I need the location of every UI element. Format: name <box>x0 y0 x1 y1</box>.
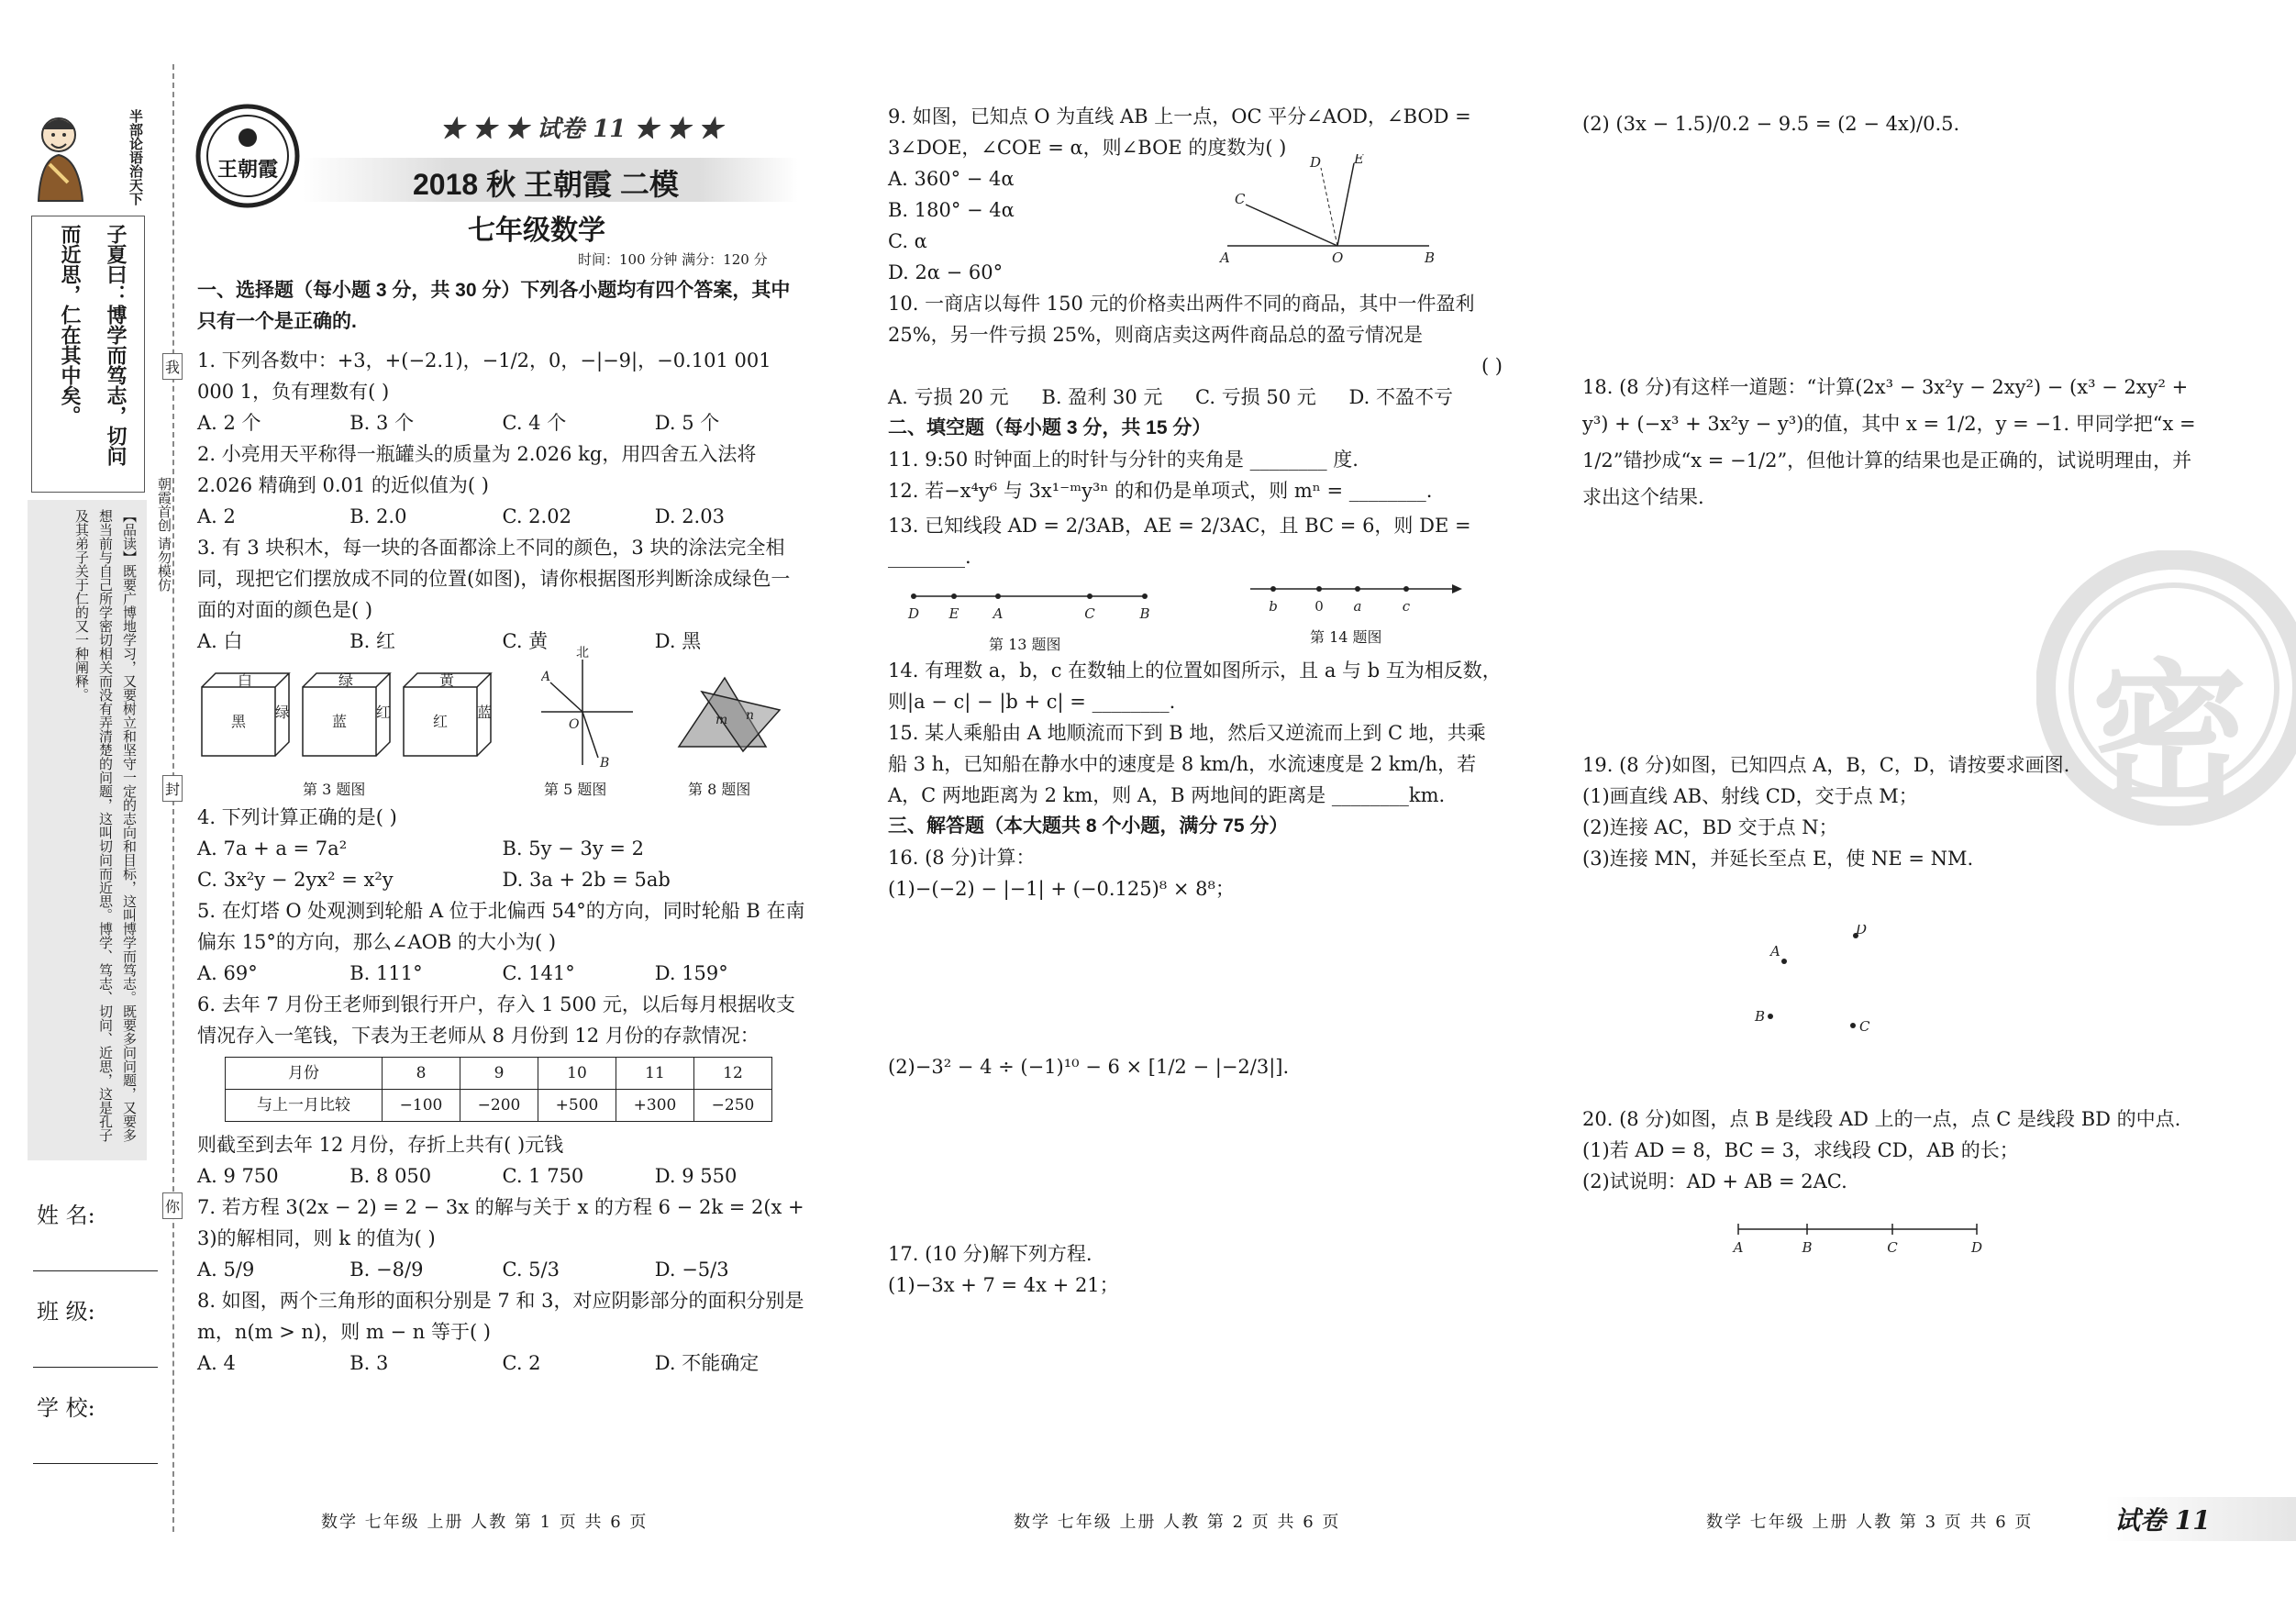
q8-option-d[interactable]: D. 不能确定 <box>654 1352 760 1374</box>
fig14-zero: 0 <box>1314 598 1324 615</box>
q10-option-b[interactable]: B. 盈利 30 元 <box>1041 386 1163 408</box>
section3-heading: 三、解答题（本大题共 8 个小题，满分 75 分） <box>888 815 1289 837</box>
page2-column <box>888 101 1503 1301</box>
triangles-figure <box>674 673 784 756</box>
fig20-b: B <box>1802 1239 1813 1256</box>
q17-workspace[interactable] <box>1582 139 2206 369</box>
q5-option-a[interactable]: A. 69° <box>197 962 258 984</box>
q16-part1: (1)−(−2) − |−1| + (−0.125)⁸ × 8⁸； <box>888 878 1235 900</box>
sidebar-note-box <box>28 500 147 1160</box>
q10-stem: 10. 一商店以每件 150 元的价格卖出两件不同的商品，其中一件盈利 25%，另一件亏损 25%，则商店卖这两件商品总的盈亏情况是 <box>888 293 1475 346</box>
name-label: 姓 名: <box>37 1203 95 1228</box>
q4-options-2 <box>197 864 807 895</box>
fig14-c: c <box>1402 598 1411 615</box>
school-label: 学 校: <box>37 1395 95 1421</box>
figures-row-1 <box>197 646 807 802</box>
cube1-top: 白 <box>237 671 253 689</box>
page1-column <box>197 275 807 1379</box>
page2-footer: 数学 七年级 上册 人教 第 2 页 共 6 页 <box>1014 1513 1341 1532</box>
cube3-side: 蓝 <box>476 704 493 721</box>
sidebar <box>28 105 151 1160</box>
q1-option-b[interactable]: B. 3 个 <box>349 412 415 434</box>
table-cell: 8 <box>383 1058 460 1090</box>
points-figure <box>1738 925 1922 1044</box>
q8-option-a[interactable]: A. 4 <box>197 1352 236 1374</box>
q9-option-c[interactable]: C. α <box>888 230 927 252</box>
q1-stem: 1. 下列各数中：+3，+(−2.1)，−1/2，0，−|−9|，−0.101 001 000 1，负有理数有( ) <box>197 349 771 403</box>
q8-stem: 8. 如图，两个三角形的面积分别是 7 和 3，对应阴影部分的面积分别是 m，n(m > n)，则 m − n 等于( ) <box>197 1290 804 1343</box>
fig13-b: B <box>1139 605 1150 622</box>
fig13-c: C <box>1084 605 1095 622</box>
fig8-n: n <box>746 708 755 723</box>
cube1-front: 黑 <box>230 713 247 730</box>
q4-options-1 <box>197 833 807 864</box>
watermark-char: 密 <box>2091 646 2248 827</box>
fig9-d: D <box>1310 154 1322 171</box>
logo-text: 王朝霞 <box>216 158 278 182</box>
q13: 13. 已知线段 AD = 2/3AB，AE = 2/3AC，且 BC = 6，则 DE = ________. <box>888 515 1471 568</box>
figures-row-2 <box>888 572 1503 655</box>
fig19-c: C <box>1859 1018 1870 1035</box>
q19-figure-area[interactable] <box>1582 874 2206 1103</box>
fig13-a: A <box>993 605 1004 622</box>
q18: 18. (8 分)有这样一道题：“计算(2x³ − 3x²y − 2xy²) − (x³ − 2xy² + y³) + (−x³ + 3x²y − y³)的值，其中 x = 1/2，y = −1. 甲同学把“x = 1/2”错抄成“x = −1/2”，但他计算的结果也是正确的，试说明理由，并求出这个结果. <box>1582 376 2196 508</box>
cubes-figure <box>197 664 500 765</box>
fig14-caption: 第 14 题图 <box>1310 628 1382 646</box>
q20: 20. (8 分)如图，点 B 是线段 AD 上的一点，点 C 是线段 BD 的中点. <box>1582 1108 2181 1130</box>
q17-part1: (1)−3x + 7 = 4x + 21； <box>888 1274 1119 1296</box>
q3-options <box>197 626 807 657</box>
original-notice: 朝霞首创 请勿模仿 <box>156 477 172 592</box>
class-label: 班 级: <box>37 1299 95 1325</box>
q3-option-d[interactable]: D. 黑 <box>654 630 702 652</box>
fig20-d: D <box>1970 1239 1983 1256</box>
numberline-figure <box>1246 572 1466 618</box>
q1-option-d[interactable]: D. 5 个 <box>654 412 720 434</box>
q1-option-a[interactable]: A. 2 个 <box>197 412 261 434</box>
q9-body <box>888 154 1503 288</box>
table-cell: +500 <box>538 1090 616 1122</box>
table-cell: 12 <box>694 1058 772 1090</box>
q2-option-d[interactable]: D. 2.03 <box>654 505 725 527</box>
q7-option-b[interactable]: B. −8/9 <box>349 1259 424 1281</box>
fig5-a: A <box>541 670 551 684</box>
q10-options <box>888 382 1503 413</box>
fig9-a: A <box>1220 250 1230 264</box>
q8-option-b[interactable]: B. 3 <box>349 1352 389 1374</box>
q6-option-b[interactable]: B. 8 050 <box>349 1165 432 1187</box>
q20-item-1: (1)若 AD = 8，BC = 3，求线段 CD，AB 的长； <box>1582 1139 2019 1161</box>
q9-option-d[interactable]: D. 2α − 60° <box>888 261 1004 283</box>
q2-option-a[interactable]: A. 2 <box>197 505 236 527</box>
q2-option-c[interactable]: C. 2.02 <box>502 505 571 527</box>
fig3-caption: 第 3 题图 <box>303 781 366 798</box>
q4-option-a[interactable]: A. 7a + a = 7a² <box>197 837 348 859</box>
q10-option-c[interactable]: C. 亏损 50 元 <box>1195 386 1316 408</box>
fig5-north: 北 <box>576 646 589 660</box>
compass-figure <box>541 646 642 770</box>
q4-stem: 4. 下列计算正确的是( ) <box>197 806 397 828</box>
fig8-caption: 第 8 题图 <box>688 781 751 798</box>
q16-workspace-1[interactable] <box>888 904 1503 1051</box>
fig19-a: A <box>1770 943 1780 959</box>
q10-option-a[interactable]: A. 亏损 20 元 <box>888 386 1009 408</box>
table-cell: 与上一月比较 <box>226 1090 383 1122</box>
q6-options <box>197 1160 807 1192</box>
sidebar-header <box>31 109 149 210</box>
q6-option-c[interactable]: C. 1 750 <box>502 1165 584 1187</box>
cube2-top: 绿 <box>338 671 354 689</box>
q7-options <box>197 1254 807 1285</box>
fig5-o: O <box>569 717 580 732</box>
q5-option-c[interactable]: C. 141° <box>502 962 575 984</box>
class-field[interactable] <box>33 1367 158 1368</box>
fig13-caption: 第 13 题图 <box>989 636 1061 653</box>
q5-options <box>197 958 807 989</box>
corner-tag: 试卷 11 <box>2105 1497 2296 1541</box>
q5-option-b[interactable]: B. 111° <box>349 962 423 984</box>
fig5-caption: 第 5 题图 <box>544 781 607 798</box>
seal-char-2: 封 <box>162 775 183 802</box>
fig9-b: B <box>1425 250 1436 264</box>
q6-option-d[interactable]: D. 9 550 <box>654 1165 738 1187</box>
fig20-a: A <box>1733 1239 1744 1256</box>
table-cell: 9 <box>460 1058 538 1090</box>
segment-ad-figure <box>1729 1215 1995 1261</box>
table-cell: +300 <box>616 1090 694 1122</box>
q2-stem: 2. 小亮用天平称得一瓶罐头的质量为 2.026 kg，用四舍五入法将 2.026 精确到 0.01 的近似值为( ) <box>197 443 757 496</box>
page3-column <box>1582 108 2206 1270</box>
fig20-c: C <box>1887 1239 1898 1256</box>
q7-option-a[interactable]: A. 5/9 <box>197 1259 255 1281</box>
q7-option-d[interactable]: D. −5/3 <box>654 1259 729 1281</box>
q19-item-3: (3)连接 MN，并延长至点 E，使 NE = NM. <box>1582 848 1974 870</box>
table-cell: −250 <box>694 1090 772 1122</box>
school-field[interactable] <box>33 1463 158 1464</box>
deposit-table <box>225 1057 772 1122</box>
q4-option-c[interactable]: C. 3x²y − 2yx² = x²y <box>197 869 394 891</box>
exam-subject: 七年级数学 <box>468 216 605 246</box>
q2-options <box>197 501 807 532</box>
q12: 12. 若−x⁴y⁶ 与 3x¹⁻ᵐy³ⁿ 的和仍是单项式，则 mⁿ = ________. <box>888 480 1433 502</box>
q20-item-2: (2)试说明：AD + AB = 2AC. <box>1582 1170 1847 1192</box>
q7-option-c[interactable]: C. 5/3 <box>502 1259 560 1281</box>
q16-part2: (2)−3² − 4 ÷ (−1)¹⁰ − 6 × [1/2 − |−2/3|]. <box>888 1056 1290 1078</box>
sidebar-quote: 子夏曰：博学而笃志，切问而近思，仁在其中矣。 <box>59 224 128 466</box>
table-row <box>226 1090 772 1122</box>
section2-heading: 二、填空题（每小题 3 分，共 15 分） <box>888 417 1212 438</box>
exam-time-info: 时间：100 分钟 满分：120 分 <box>578 251 768 268</box>
table-cell: −200 <box>460 1090 538 1122</box>
fig14-b: b <box>1269 598 1278 615</box>
page3-footer: 数学 七年级 上册 人教 第 3 页 共 6 页 <box>1706 1513 2034 1532</box>
cube2-side: 红 <box>375 704 392 721</box>
q6-tail: 则截至到去年 12 月份，存折上共有( )元钱 <box>197 1134 564 1156</box>
q19-item-2: (2)连接 AC，BD 交于点 N； <box>1582 816 1838 838</box>
confucius-portrait-icon <box>31 109 95 205</box>
section1-heading: 一、选择题（每小题 3 分，共 30 分）下列各小题均有四个答案，其中只有一个是正确的. <box>197 280 791 332</box>
q17-part2: (2) (3x − 1.5)/0.2 − 9.5 = (2 − 4x)/0.5. <box>1582 113 1960 135</box>
q10-bracket: ( ) <box>1481 355 1503 377</box>
page1-footer: 数学 七年级 上册 人教 第 1 页 共 6 页 <box>321 1513 649 1532</box>
table-row <box>226 1058 772 1090</box>
exam-title: 2018 秋 王朝霞 二模 <box>413 168 679 201</box>
fig13-d: D <box>907 605 920 622</box>
q11: 11. 9:50 时钟面上的时针与分针的夹角是 ________ 度. <box>888 449 1359 471</box>
q4-option-d[interactable]: D. 3a + 2b = 5ab <box>502 869 671 891</box>
q1-options <box>197 407 807 438</box>
fig14-a: a <box>1353 598 1362 615</box>
q3-option-b[interactable]: B. 红 <box>349 630 396 652</box>
fig9-o: O <box>1332 250 1344 264</box>
fig19-b: B <box>1755 1008 1766 1025</box>
q9-option-a[interactable]: A. 360° − 4α <box>888 168 1015 190</box>
q9-option-b[interactable]: B. 180° − 4α <box>888 199 1015 221</box>
q9-stem: 9. 如图，已知点 O 为直线 AB 上一点，OC 平分∠AOD，∠BOD = 3∠DOE，∠COE = α，则∠BOE 的度数为( ) <box>888 105 1471 159</box>
q18-workspace[interactable] <box>1582 516 2206 749</box>
q1-option-c[interactable]: C. 4 个 <box>502 412 567 434</box>
q7-stem: 7. 若方程 3(2x − 2) = 2 − 3x 的解与关于 x 的方程 6 − 2k = 2(x + 3)的解相同，则 k 的值为( ) <box>197 1196 804 1249</box>
table-cell: −100 <box>383 1090 460 1122</box>
cube1-side: 绿 <box>274 704 291 721</box>
q19-item-1: (1)画直线 AB、射线 CD，交于点 M； <box>1582 785 1918 807</box>
q2-option-b[interactable]: B. 2.0 <box>349 505 407 527</box>
q3-option-c[interactable]: C. 黄 <box>502 630 549 652</box>
cube2-front: 蓝 <box>331 713 348 730</box>
q17: 17. (10 分)解下列方程. <box>888 1243 1093 1265</box>
table-cell: 10 <box>538 1058 616 1090</box>
q3-stem: 3. 有 3 块积木，每一块的各面都涂上不同的颜色，3 块的涂法完全相同，现把它们摆放成不同的位置(如图)，请你根据图形判断涂成绿色一面的对面的颜色是( ) <box>197 537 791 621</box>
q10-option-d[interactable]: D. 不盈不亏 <box>1348 386 1453 408</box>
q14: 14. 有理数 a，b，c 在数轴上的位置如图所示，且 a 与 b 互为相反数，则|a − c| − |b + c| = ________. <box>888 660 1502 713</box>
q8-options <box>197 1347 807 1379</box>
q5-stem: 5. 在灯塔 O 处观测到轮船 A 位于北偏西 54°的方向，同时轮船 B 在南偏东 15°的方向，那么∠AOB 的大小为( ) <box>197 900 805 953</box>
table-cell: 月份 <box>226 1058 383 1090</box>
q15: 15. 某人乘船由 A 地顺流而下到 B 地，然后又逆流而上到 C 地，共乘船 3 h，已知船在静水中的速度是 8 km/h，水流速度是 2 km/h，若 A，C 两地距离为 2 km，则 A，B 两地间的距离是 ________km. <box>888 722 1486 806</box>
sidebar-quote-box <box>31 216 145 493</box>
cube3-top: 黄 <box>438 671 455 689</box>
q6-stem: 6. 去年 7 月份王老师到银行开户，存入 1 500 元，以后每月根据收支情况存入一笔钱，下表为王老师从 8 月份到 12 月份的存款情况： <box>197 993 795 1047</box>
q5-option-d[interactable]: D. 159° <box>654 962 728 984</box>
fig19-d: D <box>1856 925 1868 937</box>
sidebar-motto: 半部论语治天下 <box>128 109 143 205</box>
table-cell: 11 <box>616 1058 694 1090</box>
fig8-m: m <box>715 713 728 727</box>
cube3-front: 红 <box>432 713 449 730</box>
q3-option-a[interactable]: A. 白 <box>197 630 243 652</box>
q6-option-a[interactable]: A. 9 750 <box>197 1165 279 1187</box>
fig9-e: E <box>1354 154 1364 167</box>
segment-figure <box>906 580 1154 626</box>
name-field[interactable] <box>33 1270 158 1271</box>
fig13-e: E <box>948 605 959 622</box>
seal-char-1: 我 <box>162 353 183 380</box>
exam-banner: ★ ★ ★ 试卷 11 ★ ★ ★ <box>440 116 723 143</box>
seal-char-3: 你 <box>162 1192 183 1219</box>
q19: 19. (8 分)如图，已知四点 A，B，C，D，请按要求画图. <box>1582 754 2070 776</box>
sidebar-note: 【品读】既要广博地学习，又要树立和坚守一定的志向和目标，这叫博学而笃志。既要多问问题，又要多想当前与自己所学密切相关而没有弄清楚的问题，这叫切问而近思。博学、笃志、切问、近思，这是孔子及其弟子关于仁的又一种阐释。 <box>73 509 138 1142</box>
q4-option-b[interactable]: B. 5y − 3y = 2 <box>502 837 644 859</box>
fig5-b: B <box>600 756 610 770</box>
q8-option-c[interactable]: C. 2 <box>502 1352 541 1374</box>
q16-workspace-2[interactable] <box>888 1082 1503 1238</box>
q16: 16. (8 分)计算： <box>888 847 1036 869</box>
fig9-c: C <box>1235 191 1246 207</box>
angle-figure <box>1209 154 1447 264</box>
